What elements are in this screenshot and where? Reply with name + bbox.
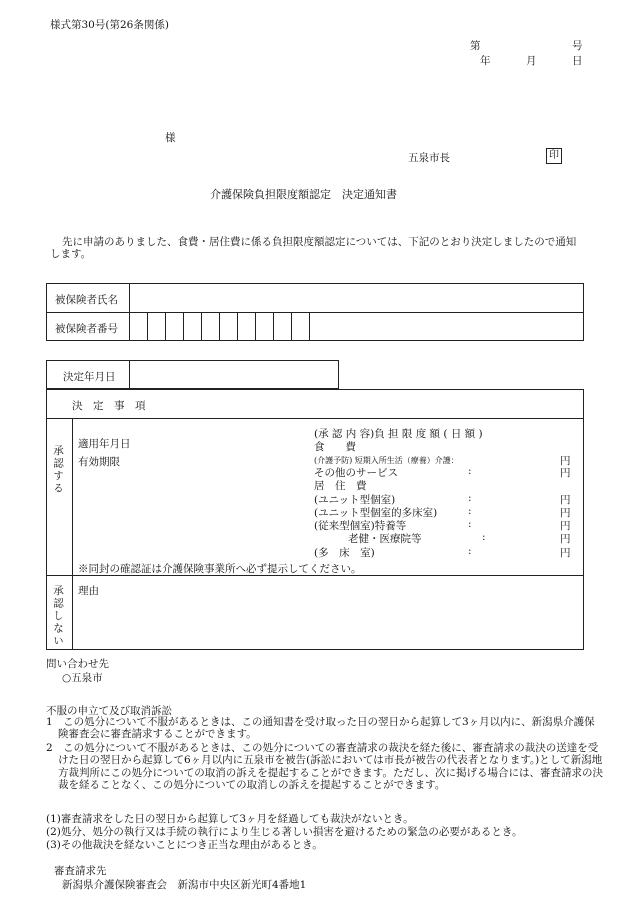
conventional-colon: :: [468, 518, 472, 530]
reject-reason-label: 理由: [78, 585, 99, 597]
approve-label: 承認する: [52, 445, 64, 495]
health-facility-yen: 円: [560, 533, 571, 545]
addressee-suffix: 様: [165, 132, 176, 144]
month-label: 月: [526, 55, 537, 67]
issuer: 五泉市長: [408, 152, 450, 164]
other-service-yen: 円: [560, 467, 571, 479]
form-id: 様式第30号(第26条関係): [50, 19, 169, 31]
decision-date-label: 決定年月日: [63, 371, 116, 383]
short-stay-label: (介護予防) 短期入所生活（療養）介護：: [314, 456, 459, 465]
residence-label: 居 住 費: [314, 480, 367, 492]
unit-semi-yen: 円: [560, 507, 571, 519]
review-dest-body: 新潟県介護保険審査会 新潟市中央区新光町4番地1: [62, 879, 307, 891]
intro-text: 先に申請のありました、食費・居住費に係る負担限度額認定については、下記のとおり決定しましたので通知します。: [50, 236, 577, 261]
valid-period-label: 有効期限: [78, 456, 120, 468]
health-facility-label: 老健・医療院等: [348, 533, 422, 545]
other-service-colon: :: [468, 465, 472, 477]
conventional-yen: 円: [560, 520, 571, 532]
food-label: 食 費: [314, 441, 356, 453]
seal-stamp: 印: [546, 148, 562, 164]
number-prefix: 第: [470, 40, 481, 52]
apply-date-label: 適用年月日: [78, 438, 131, 450]
insured-number-label: 被保険者番号: [55, 323, 118, 335]
unit-semi-colon: :: [468, 505, 472, 517]
multi-bed-colon: :: [468, 545, 472, 557]
number-suffix: 号: [572, 40, 583, 52]
short-stay-yen: 円: [560, 455, 571, 467]
appeal-sub-2: (2)処分、処分の執行又は手続の執行により生じる著しい損害を避けるための緊急の必要があるとき。: [46, 826, 523, 838]
contact-name: ○五泉市: [62, 672, 103, 684]
limit-header: (承 認 内 容)負 担 限 度 額 ( 日 額 ): [314, 428, 483, 440]
unit-private-colon: :: [468, 492, 472, 504]
unit-semi-label: (ユニット型個室的多床室): [314, 507, 438, 519]
document-title: 介護保険負担限度額認定 決定通知書: [210, 188, 397, 201]
unit-private-yen: 円: [560, 494, 571, 506]
appeal-title: 不服の申立て及び取消訴訟: [46, 705, 172, 717]
review-dest-title: 審査請求先: [54, 865, 107, 877]
appeal-item-1: 1 この処分について不服があるときは、この通知書を受け取った日の翌日から起算して3ヶ月以内に、新潟県介護保険審査会に審査請求することができます。: [46, 716, 595, 741]
unit-private-label: (ユニット型個室): [314, 494, 396, 506]
reject-label: 承認しない: [52, 585, 64, 648]
appeal-item-2: 2 この処分について不服があるときは、この処分についての審査請求の裁決を経た後に、審査請求の裁決の送達を受けた日の翌日から起算して6ヶ月以内に五泉市を被告(訴訟においては市長が被告の代表者となります。)として新潟地方裁判所にこの処分についての取消の訴えを提起することができます。ただし、次に掲げる場合には、審査請求の決裁を経ることなく、この処分についての取消しの訴えを提起することができます。: [46, 742, 603, 791]
conventional-label: (従来型個室)特養等: [314, 520, 407, 532]
health-facility-colon: :: [482, 531, 486, 543]
contact-title: 問い合わせ先: [46, 658, 109, 670]
notice-note: ※同封の確認証は介護保険事業所へ必ず提示してください。: [78, 563, 362, 575]
day-label: 日: [572, 55, 583, 67]
appeal-sub-1: (1)審査請求をした日の翌日から起算して3ヶ月を経過しても裁決がないとき。: [46, 813, 414, 825]
other-service-label: その他のサービス: [314, 467, 398, 479]
year-label: 年: [480, 55, 491, 67]
appeal-sub-3: (3)その他裁決を経ないことにつき正当な理由があるとき。: [46, 839, 323, 851]
multi-bed-yen: 円: [560, 547, 571, 559]
decision-items-label: 決 定 事 項: [72, 400, 146, 412]
insured-name-label: 被保険者氏名: [55, 294, 118, 306]
multi-bed-label: (多 床 室): [314, 547, 375, 559]
